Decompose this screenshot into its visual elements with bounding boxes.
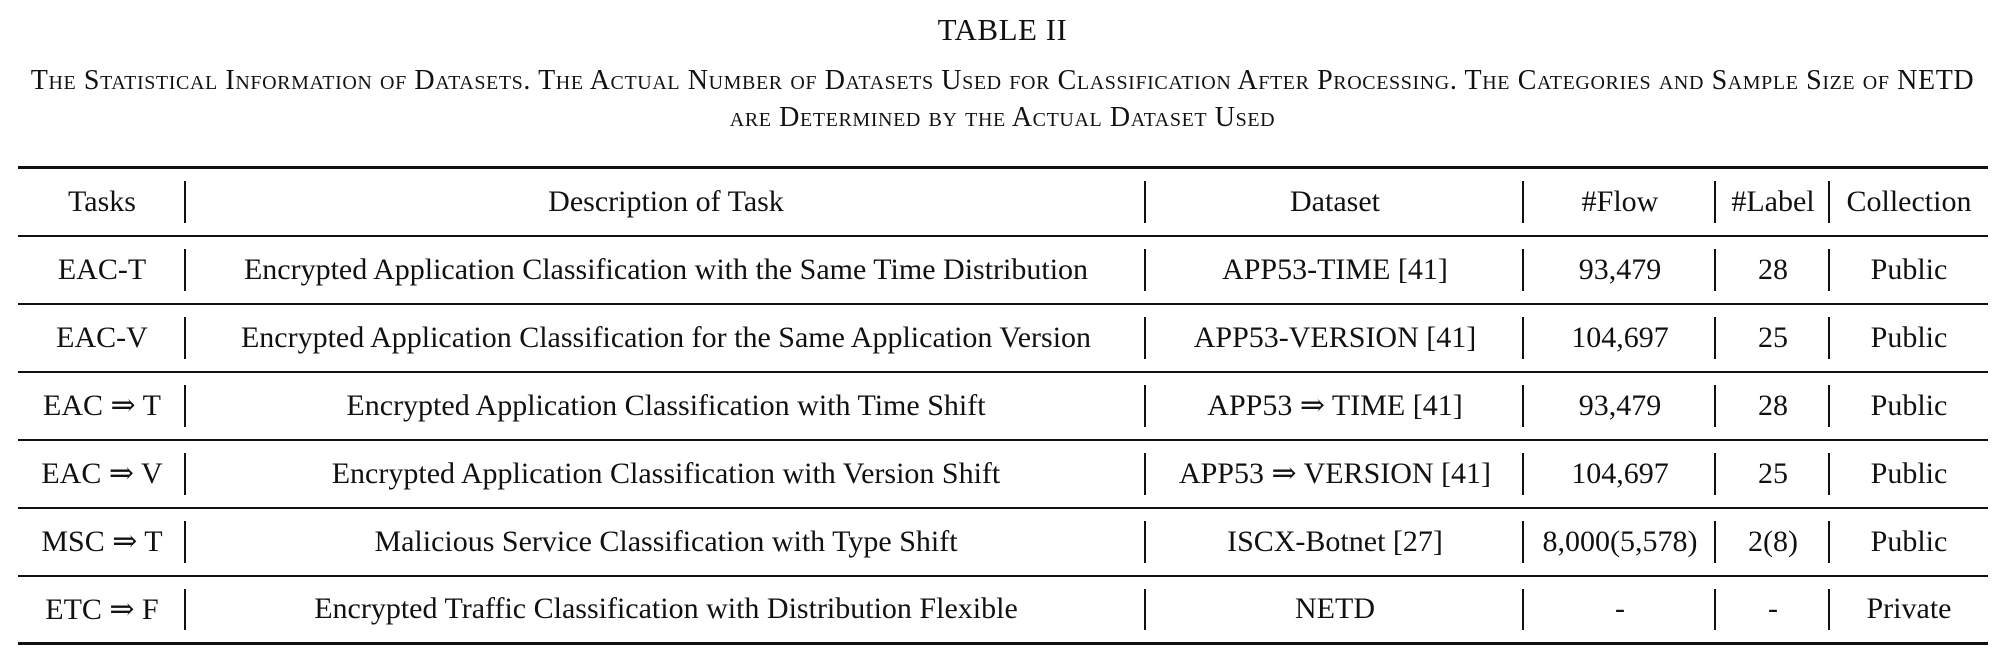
cell-flow: 104,697 [1524, 304, 1716, 372]
cell-description: Encrypted Application Classification with Version Shift [186, 440, 1146, 508]
table-row [18, 508, 1988, 576]
cell-task: EAC ⇒ V [18, 440, 186, 508]
cell-label: - [1716, 576, 1830, 644]
table-caption: The Statistical Information of Datasets. The Actual Number of Datasets Used for Classification After Processing. The Categories and Sample Size of NETD are Determined by the Actual Dataset Used [30, 65, 1975, 133]
cell-description: Encrypted Traffic Classification with Distribution Flexible [186, 576, 1146, 644]
cell-task: EAC-T [18, 236, 186, 304]
header-cell-description: Description of Task [186, 168, 1146, 236]
cell-dataset: APP53 ⇒ TIME [41] [1146, 372, 1524, 440]
cell-description: Encrypted Application Classification for the Same Application Version [186, 304, 1146, 372]
table-row [18, 236, 1988, 304]
cell-flow: 93,479 [1524, 236, 1716, 304]
cell-collection: Private [1866, 592, 1952, 626]
cell-flow: 104,697 [1524, 440, 1716, 508]
cell-collection: Public [1870, 524, 1948, 558]
cell-label: 2(8) [1716, 508, 1830, 576]
statistics-table [18, 166, 1988, 645]
cell-label: 28 [1716, 236, 1830, 304]
header-cell-collection: Collection [1846, 184, 1972, 218]
cell-dataset: ISCX-Botnet [27] [1146, 508, 1524, 576]
header-row [18, 168, 1988, 236]
cell-task: MSC ⇒ T [18, 508, 186, 576]
header-cell-flow: #Flow [1524, 168, 1716, 236]
header-cell-dataset: Dataset [1146, 168, 1524, 236]
cell-task: EAC ⇒ T [18, 372, 186, 440]
table-row [18, 440, 1988, 508]
cell-collection: Public [1870, 252, 1948, 286]
cell-label: 28 [1716, 372, 1830, 440]
dataset-table [18, 166, 1988, 645]
cell-collection: Public [1870, 388, 1948, 422]
table-row [18, 576, 1988, 644]
cell-description: Malicious Service Classification with Type Shift [186, 508, 1146, 576]
table-label: TABLE II [937, 12, 1068, 47]
table-row [18, 372, 1988, 440]
cell-dataset: APP53-TIME [41] [1146, 236, 1524, 304]
table-row [18, 304, 1988, 372]
header-cell-tasks: Tasks [18, 168, 186, 236]
header-cell-label: #Label [1716, 168, 1830, 236]
cell-collection: Public [1870, 456, 1948, 490]
cell-label: 25 [1716, 440, 1830, 508]
cell-flow: - [1524, 576, 1716, 644]
cell-dataset: APP53-VERSION [41] [1146, 304, 1524, 372]
cell-task: ETC ⇒ F [18, 576, 186, 644]
cell-description: Encrypted Application Classification with the Same Time Distribution [186, 236, 1146, 304]
cell-task: EAC-V [18, 304, 186, 372]
cell-flow: 8,000(5,578) [1524, 508, 1716, 576]
cell-collection: Public [1870, 320, 1948, 354]
cell-label: 25 [1716, 304, 1830, 372]
cell-dataset: NETD [1146, 576, 1524, 644]
cell-dataset: APP53 ⇒ VERSION [41] [1146, 440, 1524, 508]
cell-flow: 93,479 [1524, 372, 1716, 440]
cell-description: Encrypted Application Classification with Time Shift [186, 372, 1146, 440]
